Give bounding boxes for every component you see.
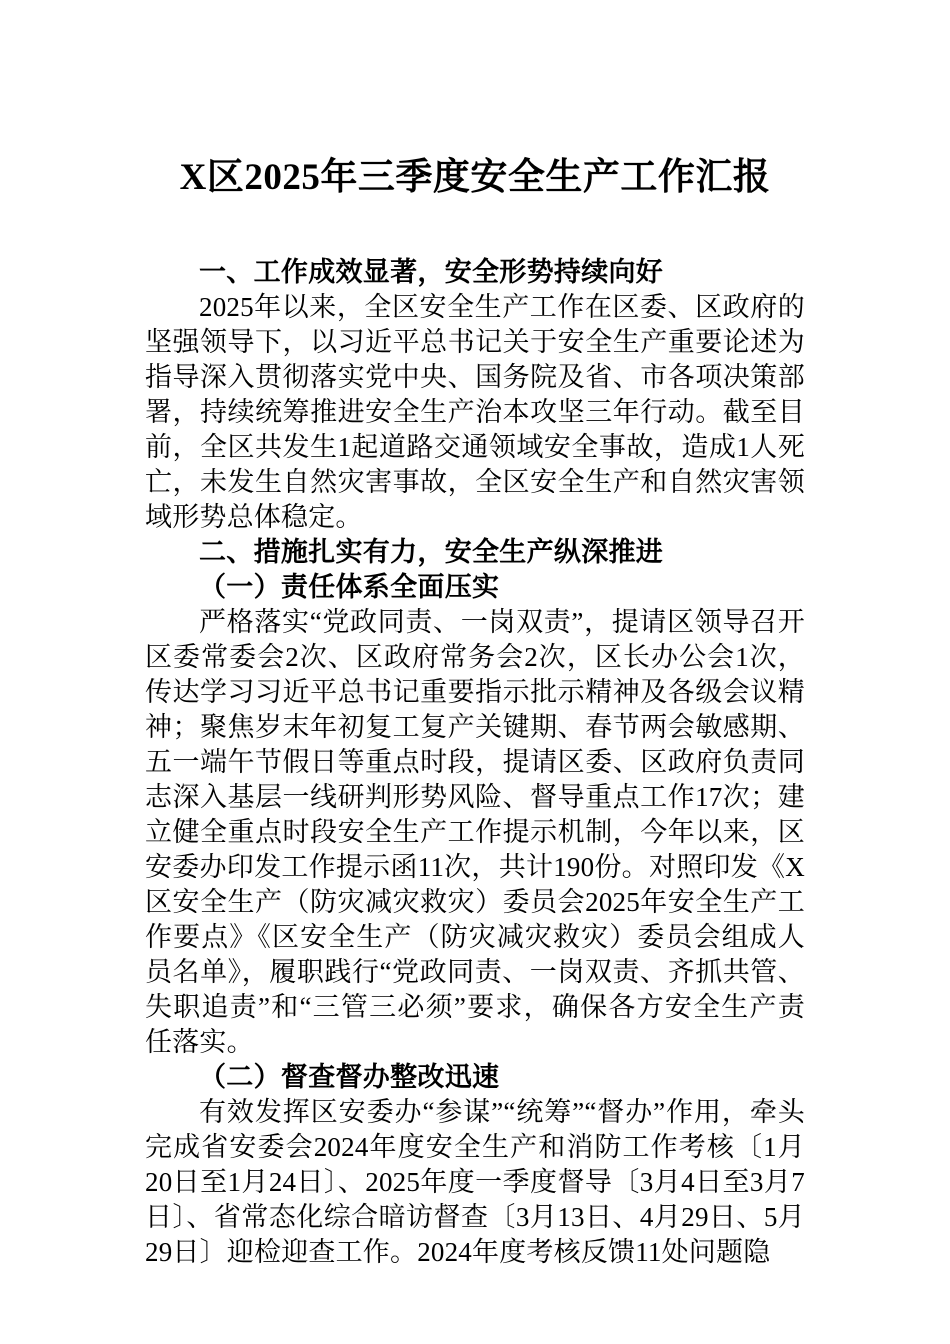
sub-heading: （一）责任体系全面压实 xyxy=(199,572,500,602)
body-paragraph: 有效发挥区安委办“参谋”“统筹”“督办”作用，牵头完成省安委会2024年度安全生产和消防工作考核〔1月20日至1月24日〕、2025年度一季度督导〔3月4日至3月7日〕、省常态化综合暗访督查〔3月13日、4月29日、5月29日〕迎检迎查工作。2024年度考核反馈11处问题隐 xyxy=(145,1097,805,1267)
sub-heading: （二）督查督办整改迅速 xyxy=(199,1062,500,1092)
body-paragraph: 严格落实“党政同责、一岗双责”，提请区领导召开区委常委会2次、区政府常务会2次，区长办公会1次，传达学习习近平总书记重要指示批示精神及各级会议精神；聚焦岁末年初复工复产关键期、春节两会敏感期、五一端午节假日等重点时段，提请区委、区政府负责同志深入基层一线研判形势风险、督导重点工作17次；建立健全重点时段安全生产工作提示机制，今年以来，区安委办印发工作提示函11次，共计190份。对照印发《X区安全生产（防灾减灾救灾）委员会2025年安全生产工作要点》《区安全生产（防灾减灾救灾）委员会组成人员名单》，履职践行“党政同责、一岗双责、齐抓共管、失职追责”和“三管三必须”要求，确保各方安全生产责任落实。 xyxy=(145,607,805,1057)
section-heading: 二、措施扎实有力，安全生产纵深推进 xyxy=(199,537,664,567)
body-paragraph: 2025年以来，全区安全生产工作在区委、区政府的坚强领导下，以习近平总书记关于安全生产重要论述为指导深入贯彻落实党中央、国务院及省、市各项决策部署，持续统筹推进安全生产治本攻坚三年行动。截至目前，全区共发生1起道路交通领域安全事故，造成1人死亡，未发生自然灾害事故，全区安全生产和自然灾害领域形势总体稳定。 xyxy=(145,292,805,532)
document-title: X区2025年三季度安全生产工作汇报 xyxy=(179,157,771,198)
document-body xyxy=(145,255,805,1270)
section-heading: 一、工作成效显著，安全形势持续向好 xyxy=(199,257,664,287)
